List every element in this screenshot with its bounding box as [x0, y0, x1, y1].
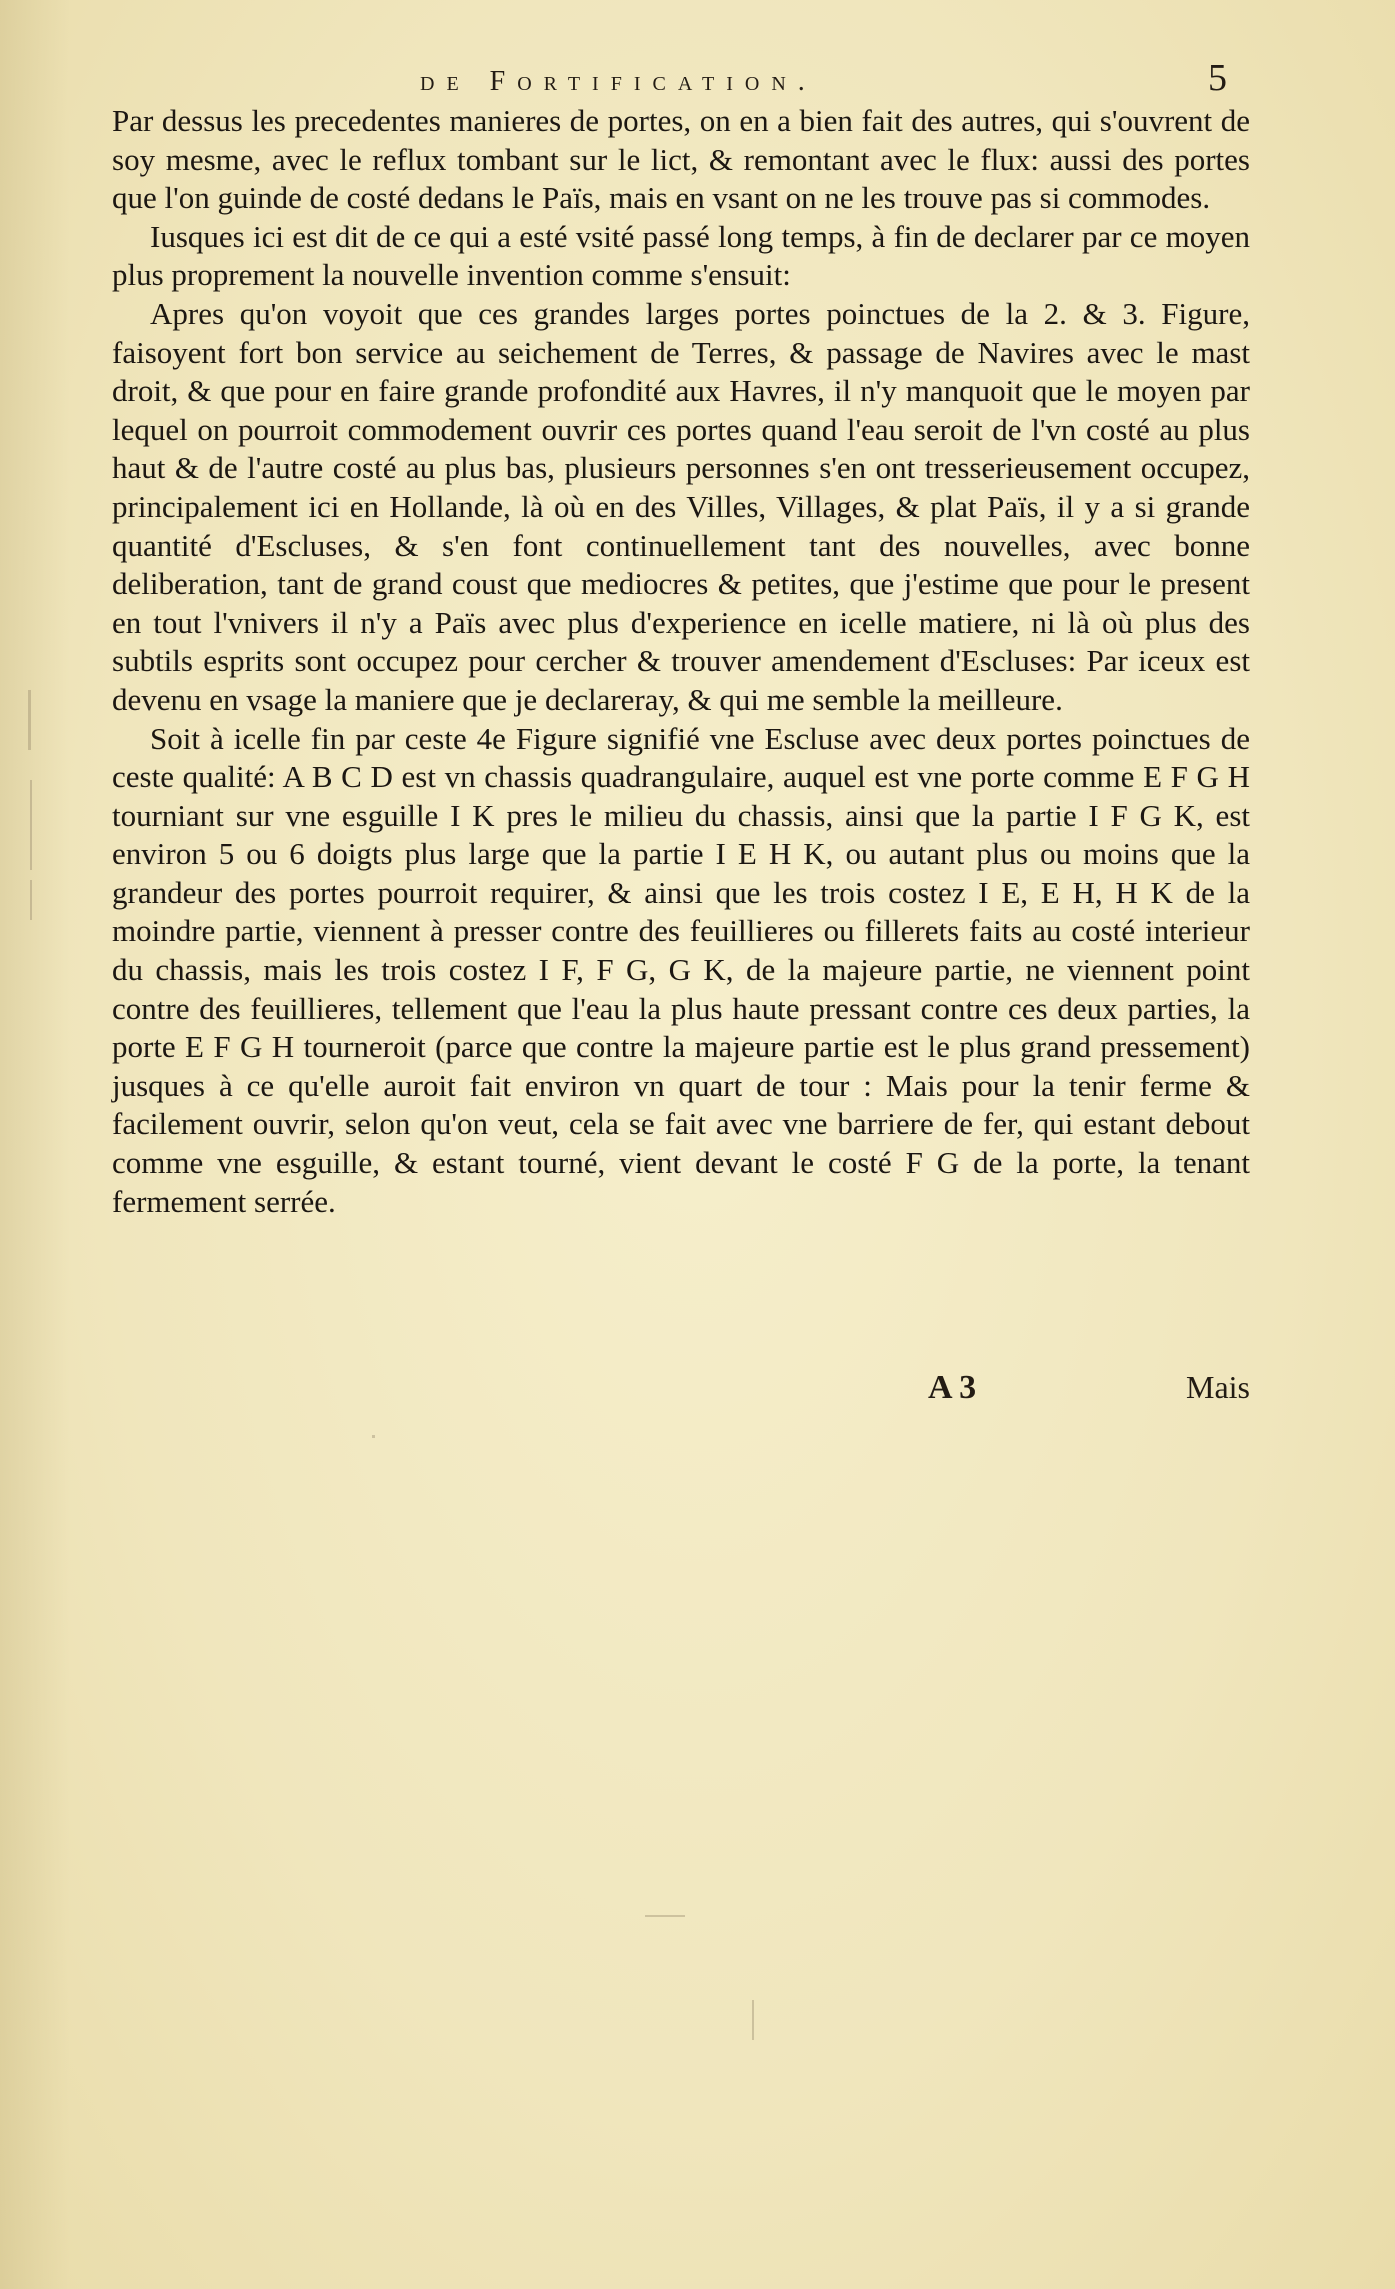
page-number: 5 [1208, 57, 1227, 99]
running-title: de Fortification. [420, 66, 817, 97]
paper-speck [372, 1435, 375, 1438]
gutter-shadow [0, 0, 70, 2289]
signature-mark: A 3 [928, 1369, 977, 1406]
paper-speck [645, 1915, 685, 1917]
paragraph-2: Iusques ici est dit de ce qui a esté vsité passé long temps, à fin de declarer par ce moyen plus proprement la nouvelle invention comme s'ensuit: [112, 218, 1250, 293]
paragraph-1: Par dessus les precedentes manieres de portes, on en a bien fait des autres, qui s'ouvrent de soy mesme, avec le reflux tombant sur le lict, & remontant avec le flux: aussi des portes que l'on guinde de costé dedans le Païs, mais en vsant on ne les trouve pas si commodes. [112, 103, 1250, 216]
body-text [112, 102, 1250, 1221]
paper-speck [752, 2000, 754, 2040]
catchword: Mais [1186, 1369, 1250, 1405]
paper-speck [28, 690, 31, 750]
paragraph-4: Soit à icelle fin par ceste 4e Figure signifié vne Escluse avec deux portes poinctues de ceste qualité: A B C D est vn chassis quadrangulaire, auquel est vne porte comme E F G H tourniant sur vne esguille I K pres le milieu du chassis, ainsi que la partie I F G K, est environ 5 ou 6 doigts plus large que la partie I E H K, ou autant plus ou moins que la grandeur des portes pourroit requirer, & ainsi que les trois costez I E, E H, H K de la moindre partie, viennent à presser contre des feuillieres ou fillerets faits au costé interieur du chassis, mais les trois costez I F, F G, G K, de la majeure partie, ne viennent point contre des feuillieres, tellement que l'eau la plus haute pressant contre ces deux parties, la porte E F G H tourneroit (parce que contre la majeure partie est le plus grand pressement) jusques à ce qu'elle auroit fait environ vn quart de tour : Mais pour la tenir ferme & facilement ouvrir, selon qu'on veut, cela se fait avec vne barriere de fer, qui estant debout comme vne esguille, & estant tourné, vient devant le costé F G de la porte, la tenant fermement serrée. [112, 720, 1250, 1219]
paper-speck [30, 780, 32, 870]
paragraph-3: Apres qu'on voyoit que ces grandes larges portes poinctues de la 2. & 3. Figure, faisoyent fort bon service au seichement de Terres, & passage de Navires avec le mast droit, & que pour en faire grande profondité aux Havres, il n'y manquoit que le moyen par lequel on pourroit commodement ouvrir ces portes quand l'eau seroit de l'vn costé au plus haut & de l'autre costé au plus bas, plusieurs personnes s'en ont tresserieusement occupez, principalement ici en Hollande, là où en des Villes, Villages, & plat Païs, il y a si grande quantité d'Escluses, & s'en font continuellement tant des nouvelles, avec bonne deliberation, tant de grand coust que mediocres & petites, que j'estime que pour le present en tout l'vnivers il n'y a Païs avec plus d'experience en icelle matiere, ni là où plus des subtils esprits sont occupez pour cercher & trouver amendement d'Escluses: Par iceux est devenu en vsage la maniere que je declareray, & qui me semble la meilleure. [112, 295, 1250, 717]
paper-speck [30, 880, 32, 920]
